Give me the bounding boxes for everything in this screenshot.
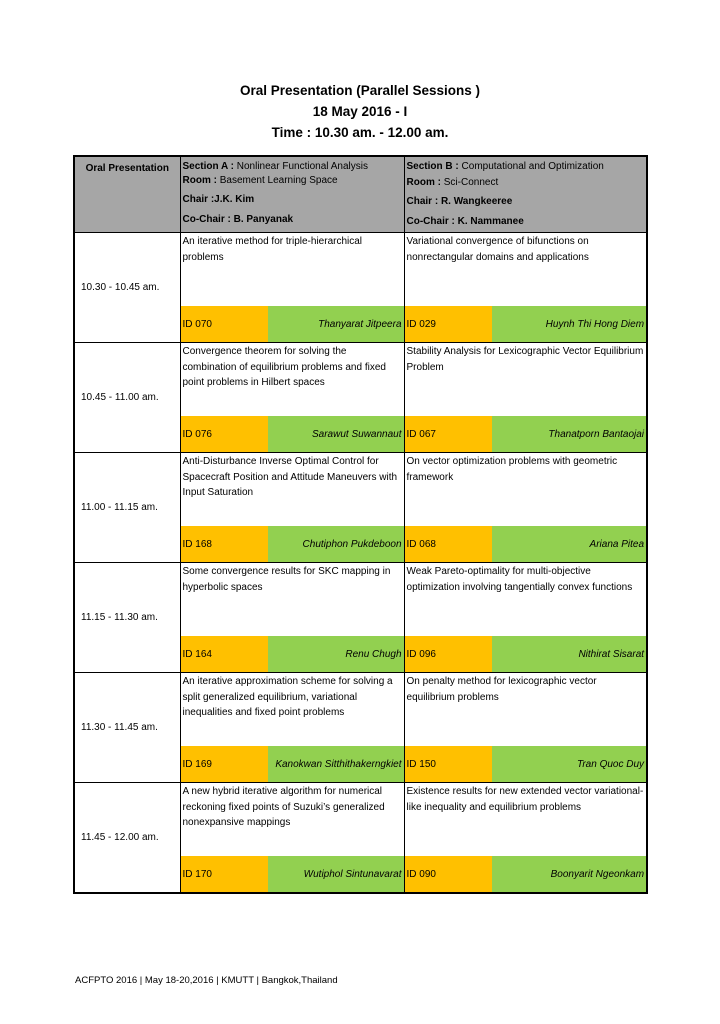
section-b-title: Section B : Computational and Optimization — [406, 161, 604, 172]
section-a-talk-id: ID 170 — [180, 856, 268, 893]
section-b-talk-id: ID 096 — [404, 636, 492, 673]
section-b-talk-title: Variational convergence of bifunctions on nonrectangular domains and applications — [404, 233, 647, 307]
schedule-table — [73, 155, 648, 894]
section-b-room: Room : Sci-Connect — [406, 177, 499, 188]
page-heading — [0, 80, 720, 143]
section-a-speaker: Wutiphol Sintunavarat — [268, 856, 404, 893]
section-b-talk-id: ID 150 — [404, 746, 492, 783]
section-a-talk-id: ID 169 — [180, 746, 268, 783]
section-a-talk-title: A new hybrid iterative algorithm for numerical reckoning fixed points of Suzuki’s generalized nonexpansive mappings — [180, 783, 404, 857]
slot-time: 11.15 - 11.30 am. — [74, 563, 180, 673]
section-a-talk-title: An iterative method for triple-hierarchical problems — [180, 233, 404, 307]
section-b-talk-id: ID 067 — [404, 416, 492, 453]
section-b-talk-title: Stability Analysis for Lexicographic Vector Equilibrium Problem — [404, 343, 647, 417]
section-a-talk-id: ID 168 — [180, 526, 268, 563]
slot-title-row — [74, 343, 647, 417]
section-a-talk-id: ID 164 — [180, 636, 268, 673]
section-b-talk-title: On vector optimization problems with geometric framework — [404, 453, 647, 527]
section-b-speaker: Nithirat Sisarat — [492, 636, 647, 673]
slot-title-row — [74, 563, 647, 637]
section-a-speaker: Kanokwan Sitthithakerngkiet — [268, 746, 404, 783]
section-b-speaker: Huynh Thi Hong Diem — [492, 306, 647, 343]
section-a-speaker: Chutiphon Pukdeboon — [268, 526, 404, 563]
section-a-room: Room : Basement Learning Space — [182, 175, 338, 186]
section-a-talk-title: An iterative approximation scheme for solving a split generalized equilibrium, variational inequalities and fixed point problems — [180, 673, 404, 747]
section-b-speaker: Tran Quoc Duy — [492, 746, 647, 783]
section-b-talk-title: Existence results for new extended vector variational-like inequality and equilibrium problems — [404, 783, 647, 857]
slot-time: 10.30 - 10.45 am. — [74, 233, 180, 343]
slot-time: 11.30 - 11.45 am. — [74, 673, 180, 783]
slot-title-row — [74, 233, 647, 307]
slot-title-row — [74, 783, 647, 857]
section-b-cochair: Co-Chair : K. Nammanee — [406, 216, 524, 227]
section-a-speaker: Sarawut Suwannaut — [268, 416, 404, 453]
section-a-title: Section A : Nonlinear Functional Analysis — [182, 161, 368, 172]
session-date: 18 May 2016 - I — [312, 104, 408, 119]
section-a-header — [180, 156, 404, 233]
slot-time: 11.00 - 11.15 am. — [74, 453, 180, 563]
section-b-header — [404, 156, 647, 233]
slot-title-row — [74, 673, 647, 747]
section-b-speaker: Ariana Pitea — [492, 526, 647, 563]
table-header-row — [74, 156, 647, 233]
section-a-talk-title: Convergence theorem for solving the combination of equilibrium problems and fixed point problems in Hilbert spaces — [180, 343, 404, 417]
section-a-speaker: Renu Chugh — [268, 636, 404, 673]
page-title: Oral Presentation (Parallel Sessions ) — [239, 83, 481, 98]
section-a-talk-title: Some convergence results for SKC mapping in hyperbolic spaces — [180, 563, 404, 637]
section-b-speaker: Thanatporn Bantaojai — [492, 416, 647, 453]
section-b-speaker: Boonyarit Ngeonkam — [492, 856, 647, 893]
section-a-chair: Chair :J.K. Kim — [182, 194, 255, 205]
section-a-talk-id: ID 070 — [180, 306, 268, 343]
section-b-talk-id: ID 029 — [404, 306, 492, 343]
session-time: Time : 10.30 am. - 12.00 am. — [271, 125, 449, 140]
section-b-talk-id: ID 090 — [404, 856, 492, 893]
oral-presentation-label: Oral Presentation — [74, 156, 180, 233]
section-a-talk-title: Anti-Disturbance Inverse Optimal Control for Spacecraft Position and Attitude Maneuvers with Input Saturation — [180, 453, 404, 527]
slot-time: 10.45 - 11.00 am. — [74, 343, 180, 453]
section-a-cochair: Co-Chair : B. Panyanak — [182, 214, 294, 225]
section-a-speaker: Thanyarat Jitpeera — [268, 306, 404, 343]
slot-time: 11.45 - 12.00 am. — [74, 783, 180, 894]
section-b-talk-id: ID 068 — [404, 526, 492, 563]
section-a-talk-id: ID 076 — [180, 416, 268, 453]
page-footer: ACFPTO 2016 | May 18-20,2016 | KMUTT | Bangkok,Thailand — [75, 975, 338, 986]
slot-title-row — [74, 453, 647, 527]
section-b-chair: Chair : R. Wangkeeree — [406, 196, 513, 207]
section-b-talk-title: Weak Pareto-optimality for multi-objective optimization involving tangentially convex functions — [404, 563, 647, 637]
section-b-talk-title: On penalty method for lexicographic vector equilibrium problems — [404, 673, 647, 747]
